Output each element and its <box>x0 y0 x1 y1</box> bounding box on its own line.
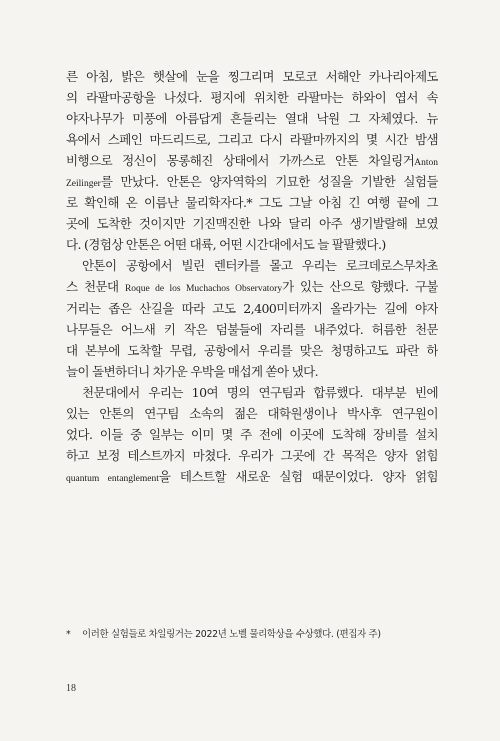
body-line-18: 었다. 이들 중 일부는 이미 몇 주 전에 이곳에 도착해 장비를 설치 <box>66 426 438 442</box>
body-line-17: 있는 안톤의 연구팀 소속의 젊은 대학원생이나 박사후 연구원이 <box>66 405 438 421</box>
body-line-19: 하고 보정 테스트까지 마쳤다. 우리가 그곳에 간 목적은 양자 얽힘 <box>66 447 438 463</box>
latin-name: Anton <box>414 158 438 169</box>
body-line-3: 야자나무가 미풍에 아름답게 흔들리는 열대 낙원 그 자체였다. 뉴 <box>66 111 438 127</box>
latin-name: quantum entanglement <box>66 473 159 484</box>
body-line-6: Zeilinger를 만났다. 안톤은 양자역학의 기묘한 성질을 기발한 실험들 <box>66 174 438 190</box>
body-line-7: 로 확인해 온 이름난 물리학자다.* 그도 그날 아침 긴 여행 끝에 그 <box>66 195 438 211</box>
body-line-2: 의 라팔마공항을 나섰다. 평지에 위치한 라팔마는 하와이 엽서 속 <box>66 90 438 106</box>
footnote-text: 이러한 실험들로 차일링거는 2022년 노벨 물리학상을 수상했다. (편집자 주) <box>82 629 381 640</box>
body-line-1: 른 아침, 밝은 햇살에 눈을 찡그리며 모로코 서해안 카나리아제도 <box>66 69 438 84</box>
latin-name: Zeilinger <box>66 179 101 190</box>
body-line-14: 대 본부에 도착할 무렵, 공항에서 우리를 맞은 청명하고도 파란 하 <box>66 342 438 358</box>
body-line-9: 다. (경험상 안톤은 어떤 대륙, 어떤 시간대에서도 늘 팔팔했다.) <box>66 237 386 253</box>
body-line-15: 늘이 돌변하더니 차가운 우박을 매섭게 쏟아 냈다. <box>66 363 319 379</box>
footnote <box>66 626 446 640</box>
page-number: 18 <box>66 683 76 694</box>
footnote-mark: * <box>66 629 71 640</box>
body-line-13: 나무들은 어느새 키 작은 덤불들에 자리를 내주었다. 허름한 천문 <box>66 321 438 337</box>
body-line-10: 안톤이 공항에서 빌린 렌터카를 몰고 우리는 로크데로스무차초 <box>82 258 438 274</box>
body-line-4: 욕에서 스페인 마드리드로, 그리고 다시 라팔마까지의 몇 시간 밤샘 <box>66 132 438 148</box>
body-line-16: 천문대에서 우리는 10여 명의 연구팀과 합류했다. 대부분 빈에 <box>82 384 438 400</box>
body-line-12: 거리는 좁은 산길을 따라 고도 2,400미터까지 올라가는 길에 야자 <box>66 300 438 316</box>
body-line-11: 스 천문대 Roque de los Muchachos Observatory가 있는 산으로 향했다. 구불 <box>66 279 438 295</box>
body-line-8: 곳에 도착한 것이지만 기진맥진한 나와 달리 아주 생기발랄해 보였 <box>66 216 438 232</box>
body-line-20: quantum entanglement을 테스트할 새로운 실험 때문이었다. 양자 얽힘 <box>66 468 438 484</box>
body-text <box>66 66 438 487</box>
body-line-5: 비행으로 정신이 몽롱해진 상태에서 가까스로 안톤 차일링거Anton <box>66 153 438 169</box>
latin-name: Roque de los Muchachos Observatory <box>124 284 283 295</box>
